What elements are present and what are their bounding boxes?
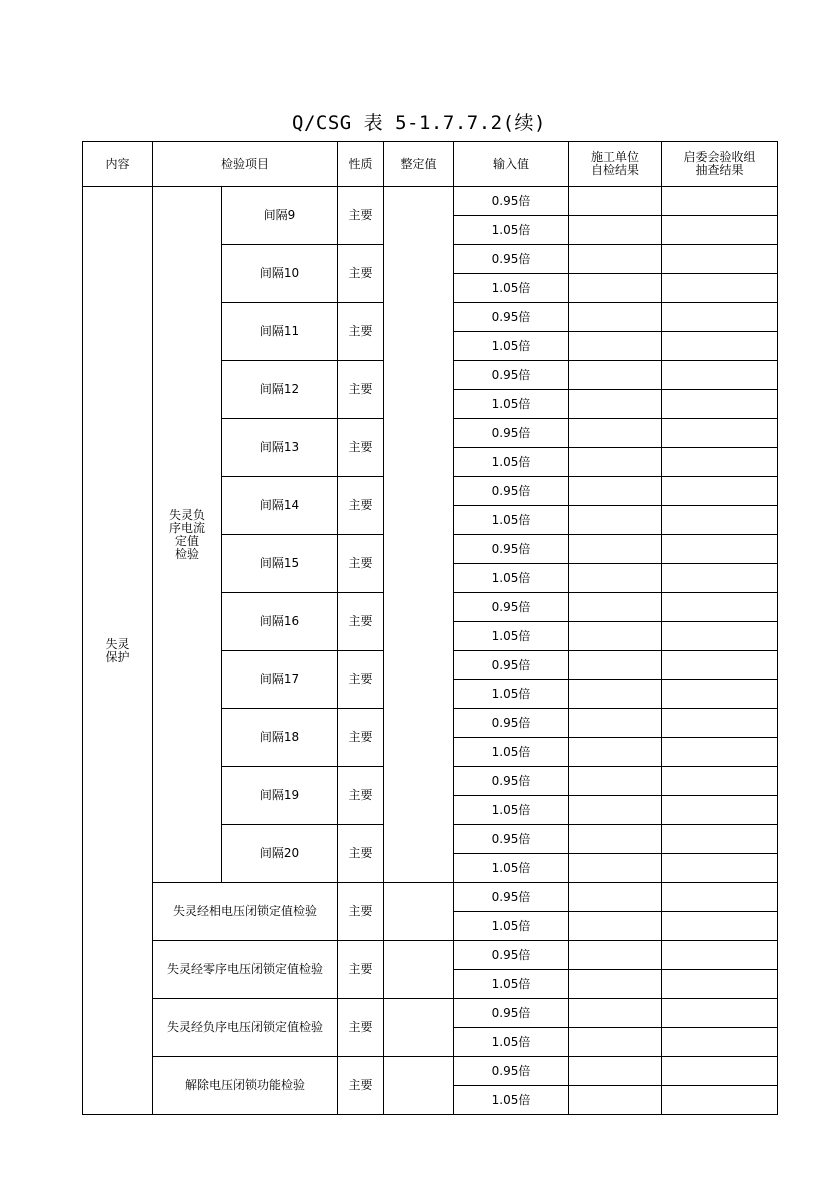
spot-check-cell[interactable] — [662, 390, 778, 419]
multiplier-value: 1.05倍 — [454, 680, 569, 709]
multiplier-value: 0.95倍 — [454, 419, 569, 448]
self-check-cell[interactable] — [569, 912, 662, 941]
spot-check-cell[interactable] — [662, 419, 778, 448]
setting-cell[interactable] — [384, 941, 454, 999]
spot-check-cell[interactable] — [662, 999, 778, 1028]
self-check-cell[interactable] — [569, 999, 662, 1028]
multiplier-value: 1.05倍 — [454, 332, 569, 361]
check-item-nature: 主要 — [338, 941, 384, 999]
self-check-cell[interactable] — [569, 883, 662, 912]
interval-name: 间隔13 — [222, 419, 338, 477]
multiplier-value: 0.95倍 — [454, 825, 569, 854]
spot-check-cell[interactable] — [662, 883, 778, 912]
self-check-cell[interactable] — [569, 680, 662, 709]
self-check-cell[interactable] — [569, 448, 662, 477]
check-item-name: 解除电压闭锁功能检验 — [153, 1057, 338, 1115]
self-check-cell[interactable] — [569, 477, 662, 506]
table-row — [83, 883, 778, 912]
header-content: 内容 — [83, 142, 153, 187]
self-check-cell[interactable] — [569, 796, 662, 825]
header-input: 输入值 — [454, 142, 569, 187]
self-check-cell[interactable] — [569, 535, 662, 564]
self-check-cell[interactable] — [569, 245, 662, 274]
table-row — [83, 1057, 778, 1086]
spot-check-cell[interactable] — [662, 709, 778, 738]
spot-check-cell[interactable] — [662, 738, 778, 767]
spot-check-cell[interactable] — [662, 796, 778, 825]
self-check-cell[interactable] — [569, 593, 662, 622]
setting-cell[interactable] — [384, 883, 454, 941]
multiplier-value: 1.05倍 — [454, 390, 569, 419]
self-check-cell[interactable] — [569, 274, 662, 303]
self-check-cell[interactable] — [569, 216, 662, 245]
multiplier-value: 1.05倍 — [454, 448, 569, 477]
interval-name: 间隔10 — [222, 245, 338, 303]
self-check-cell[interactable] — [569, 1086, 662, 1115]
group-label: 失灵负 序电流 定值 检验 — [153, 187, 222, 883]
header-spot-check: 启委会验收组 抽查结果 — [662, 142, 778, 187]
multiplier-value: 1.05倍 — [454, 738, 569, 767]
interval-nature: 主要 — [338, 419, 384, 477]
spot-check-cell[interactable] — [662, 361, 778, 390]
interval-nature: 主要 — [338, 709, 384, 767]
self-check-cell[interactable] — [569, 854, 662, 883]
multiplier-value: 0.95倍 — [454, 883, 569, 912]
spot-check-cell[interactable] — [662, 970, 778, 999]
spot-check-cell[interactable] — [662, 1086, 778, 1115]
multiplier-value: 0.95倍 — [454, 535, 569, 564]
interval-nature: 主要 — [338, 825, 384, 883]
spot-check-cell[interactable] — [662, 535, 778, 564]
interval-nature: 主要 — [338, 245, 384, 303]
interval-nature: 主要 — [338, 361, 384, 419]
spot-check-cell[interactable] — [662, 593, 778, 622]
spot-check-cell[interactable] — [662, 448, 778, 477]
spot-check-cell[interactable] — [662, 216, 778, 245]
self-check-cell[interactable] — [569, 303, 662, 332]
spot-check-cell[interactable] — [662, 854, 778, 883]
interval-nature: 主要 — [338, 535, 384, 593]
interval-nature: 主要 — [338, 767, 384, 825]
interval-nature: 主要 — [338, 477, 384, 535]
spot-check-cell[interactable] — [662, 825, 778, 854]
self-check-cell[interactable] — [569, 709, 662, 738]
self-check-cell[interactable] — [569, 361, 662, 390]
self-check-cell[interactable] — [569, 390, 662, 419]
table-row — [83, 187, 778, 216]
interval-name: 间隔15 — [222, 535, 338, 593]
check-item-name: 失灵经相电压闭锁定值检验 — [153, 883, 338, 941]
check-item-name: 失灵经负序电压闭锁定值检验 — [153, 999, 338, 1057]
spot-check-cell[interactable] — [662, 651, 778, 680]
spot-check-cell[interactable] — [662, 332, 778, 361]
self-check-cell[interactable] — [569, 506, 662, 535]
interval-name: 间隔16 — [222, 593, 338, 651]
multiplier-value: 0.95倍 — [454, 941, 569, 970]
interval-nature: 主要 — [338, 651, 384, 709]
interval-name: 间隔11 — [222, 303, 338, 361]
spot-check-cell[interactable] — [662, 564, 778, 593]
spot-check-cell[interactable] — [662, 912, 778, 941]
multiplier-value: 0.95倍 — [454, 651, 569, 680]
table-row — [83, 999, 778, 1028]
check-item-name: 失灵经零序电压闭锁定值检验 — [153, 941, 338, 999]
setting-cell[interactable] — [384, 187, 454, 883]
spot-check-cell[interactable] — [662, 1028, 778, 1057]
interval-name: 间隔19 — [222, 767, 338, 825]
self-check-cell[interactable] — [569, 970, 662, 999]
multiplier-value: 0.95倍 — [454, 1057, 569, 1086]
interval-name: 间隔17 — [222, 651, 338, 709]
header-self-check: 施工单位 自检结果 — [569, 142, 662, 187]
self-check-cell[interactable] — [569, 825, 662, 854]
table-row — [83, 941, 778, 970]
multiplier-value: 1.05倍 — [454, 970, 569, 999]
multiplier-value: 0.95倍 — [454, 303, 569, 332]
multiplier-value: 1.05倍 — [454, 506, 569, 535]
multiplier-value: 0.95倍 — [454, 361, 569, 390]
check-item-nature: 主要 — [338, 1057, 384, 1115]
self-check-cell[interactable] — [569, 187, 662, 216]
multiplier-value: 1.05倍 — [454, 564, 569, 593]
multiplier-value: 0.95倍 — [454, 593, 569, 622]
multiplier-value: 1.05倍 — [454, 912, 569, 941]
spot-check-cell[interactable] — [662, 941, 778, 970]
spot-check-cell[interactable] — [662, 245, 778, 274]
multiplier-value: 1.05倍 — [454, 796, 569, 825]
multiplier-value: 0.95倍 — [454, 477, 569, 506]
multiplier-value: 0.95倍 — [454, 999, 569, 1028]
multiplier-value: 0.95倍 — [454, 767, 569, 796]
multiplier-value: 1.05倍 — [454, 1028, 569, 1057]
spot-check-cell[interactable] — [662, 274, 778, 303]
setting-cell[interactable] — [384, 999, 454, 1057]
self-check-cell[interactable] — [569, 767, 662, 796]
self-check-cell[interactable] — [569, 651, 662, 680]
self-check-cell[interactable] — [569, 564, 662, 593]
content-label: 失灵 保护 — [83, 187, 153, 1115]
inspection-table — [82, 141, 778, 1115]
page-title: Q/CSG 表 5-1.7.7.2(续) — [292, 112, 546, 134]
interval-nature: 主要 — [338, 593, 384, 651]
self-check-cell[interactable] — [569, 419, 662, 448]
multiplier-value: 1.05倍 — [454, 622, 569, 651]
self-check-cell[interactable] — [569, 332, 662, 361]
spot-check-cell[interactable] — [662, 767, 778, 796]
multiplier-value: 0.95倍 — [454, 245, 569, 274]
spot-check-cell[interactable] — [662, 622, 778, 651]
check-item-nature: 主要 — [338, 883, 384, 941]
interval-name: 间隔12 — [222, 361, 338, 419]
interval-name: 间隔9 — [222, 187, 338, 245]
self-check-cell[interactable] — [569, 1028, 662, 1057]
interval-name: 间隔18 — [222, 709, 338, 767]
multiplier-value: 1.05倍 — [454, 1086, 569, 1115]
self-check-cell[interactable] — [569, 622, 662, 651]
header-setting: 整定值 — [384, 142, 454, 187]
check-item-nature: 主要 — [338, 999, 384, 1057]
spot-check-cell[interactable] — [662, 1057, 778, 1086]
multiplier-value: 1.05倍 — [454, 274, 569, 303]
spot-check-cell[interactable] — [662, 477, 778, 506]
self-check-cell[interactable] — [569, 1057, 662, 1086]
setting-cell[interactable] — [384, 1057, 454, 1115]
interval-nature: 主要 — [338, 303, 384, 361]
interval-name: 间隔20 — [222, 825, 338, 883]
multiplier-value: 1.05倍 — [454, 854, 569, 883]
header-item: 检验项目 — [153, 142, 338, 187]
multiplier-value: 1.05倍 — [454, 216, 569, 245]
self-check-cell[interactable] — [569, 738, 662, 767]
interval-name: 间隔14 — [222, 477, 338, 535]
header-nature: 性质 — [338, 142, 384, 187]
interval-nature: 主要 — [338, 187, 384, 245]
spot-check-cell[interactable] — [662, 187, 778, 216]
spot-check-cell[interactable] — [662, 506, 778, 535]
header-row — [83, 142, 778, 187]
multiplier-value: 0.95倍 — [454, 709, 569, 738]
spot-check-cell[interactable] — [662, 680, 778, 709]
spot-check-cell[interactable] — [662, 303, 778, 332]
multiplier-value: 0.95倍 — [454, 187, 569, 216]
self-check-cell[interactable] — [569, 941, 662, 970]
